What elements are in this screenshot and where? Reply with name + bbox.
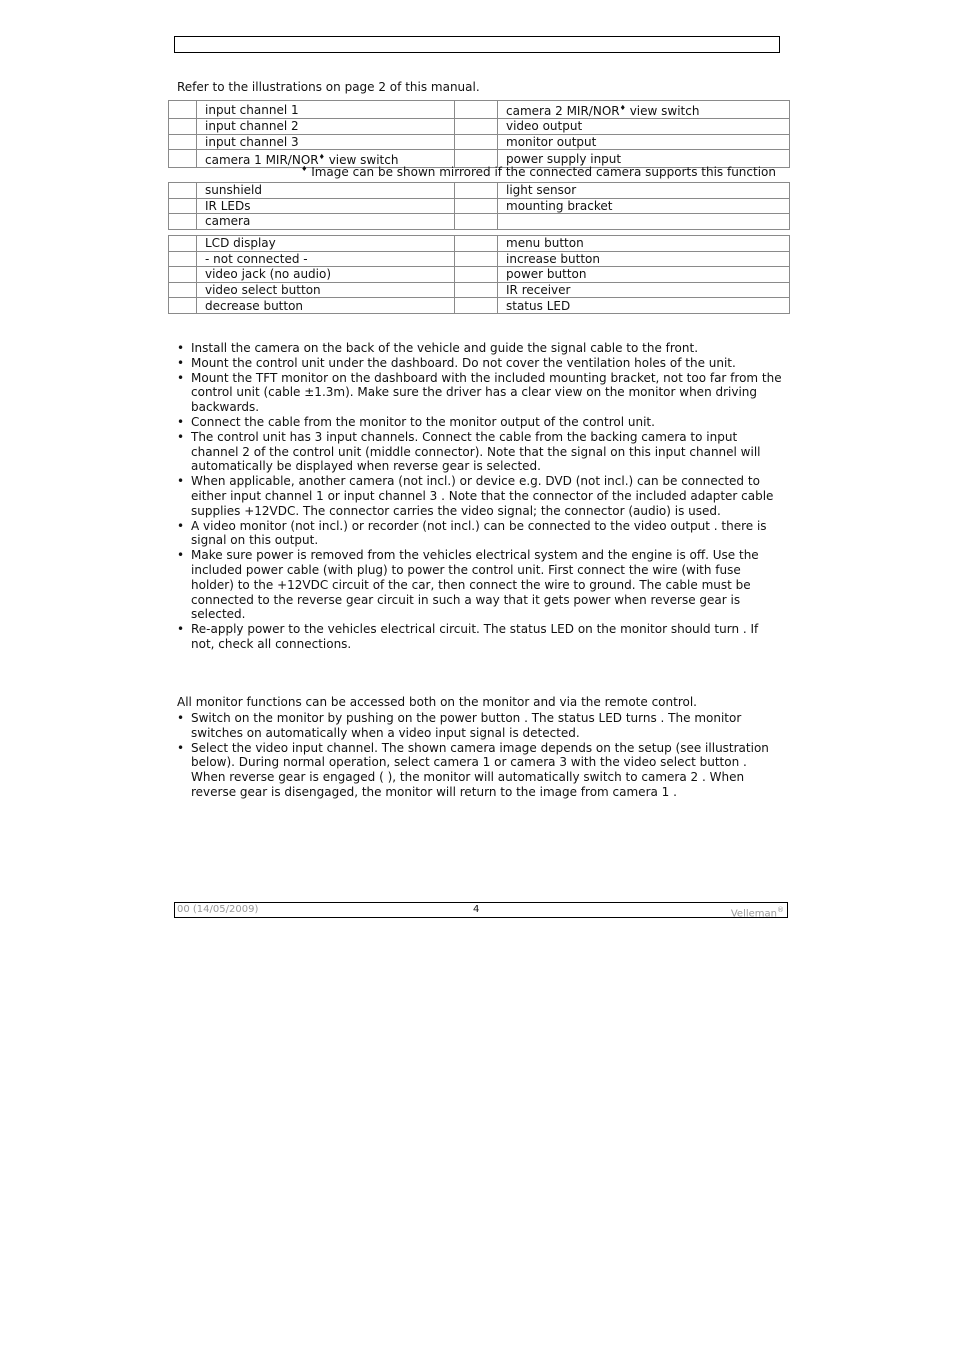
table-row (169, 267, 790, 283)
header-box (174, 36, 780, 53)
footer-version: 00 (14/05/2009) (177, 904, 259, 915)
part-label: increase button (498, 251, 790, 267)
part-label: menu button (498, 236, 790, 252)
list-item: • Switch on the monitor by pushing on the power button . The status LED turns . The monitor switches on automatically when a video input signal is detected. (177, 711, 782, 741)
part-label: decrease button (197, 298, 455, 314)
table-row (169, 134, 790, 150)
table-row (169, 101, 790, 119)
monitor-parts-table (168, 235, 790, 314)
list-item: • Mount the control unit under the dashboard. Do not cover the ventilation holes of the unit. (177, 356, 782, 371)
intro-text: Refer to the illustrations on page 2 of this manual. (177, 80, 480, 94)
usage-intro-text: All monitor functions can be accessed both on the monitor and via the remote control. (177, 695, 697, 709)
part-label: - not connected - (197, 251, 455, 267)
part-label: camera (197, 214, 455, 230)
page-number: 4 (473, 904, 480, 915)
part-label: mounting bracket (498, 198, 790, 214)
part-label: input channel 3 (197, 134, 455, 150)
list-item: • A video monitor (not incl.) or recorder (not incl.) can be connected to the video output . there is signal on this output. (177, 519, 782, 549)
control-unit-parts-table (168, 100, 790, 168)
part-label: input channel 1 (197, 101, 455, 119)
table-row (169, 236, 790, 252)
table-row (169, 198, 790, 214)
list-item: • Make sure power is removed from the vehicles electrical system and the engine is off. Use the included power cable (with plug) to power the control unit. First connect the wire (with fuse holder) to the +12VDC circuit of the car, then connect the wire to ground. The cable must be connected to the reverse gear circuit in such a way that it gets power when reverse gear is selected. (177, 548, 782, 622)
part-label: power button (498, 267, 790, 283)
part-label: video output (498, 119, 790, 135)
part-label (498, 214, 790, 230)
part-label: IR receiver (498, 282, 790, 298)
usage-list (177, 711, 782, 800)
list-item: • Connect the cable from the monitor to the monitor output of the control unit. (177, 415, 782, 430)
table-row (169, 298, 790, 314)
table-row (169, 119, 790, 135)
table-row (169, 214, 790, 230)
list-item: • Select the video input channel. The shown camera image depends on the setup (see illustration below). During normal operation, select camera 1 or camera 3 with the video select button . When reverse gear is engaged ( ), the monitor will automatically switch to camera 2 . When reverse gear is disengaged, the monitor will return to the image from camera 1 . (177, 741, 782, 800)
part-label: power supply input (498, 150, 790, 168)
part-label: light sensor (498, 183, 790, 199)
list-item: • Install the camera on the back of the vehicle and guide the signal cable to the front. (177, 341, 782, 356)
part-label: status LED (498, 298, 790, 314)
footer-brand: Velleman® (730, 906, 784, 920)
part-label: video jack (no audio) (197, 267, 455, 283)
part-label: sunshield (197, 183, 455, 199)
part-label: camera 1 MIR/NOR♦ view switch (197, 150, 455, 168)
part-label: video select button (197, 282, 455, 298)
part-label: IR LEDs (197, 198, 455, 214)
part-label: LCD display (197, 236, 455, 252)
list-item: • Mount the TFT monitor on the dashboard with the included mounting bracket, not too far from the control unit (cable ±1.3m). Make sure the driver has a clear view on the monitor when driving backwards. (177, 371, 782, 415)
footnote: ♦ Image can be shown mirrored if the connected camera supports this function (301, 165, 776, 179)
footer (174, 902, 788, 918)
table-row (169, 282, 790, 298)
camera-parts-table (168, 182, 790, 230)
list-item: • Re-apply power to the vehicles electrical circuit. The status LED on the monitor should turn . If not, check all connections. (177, 622, 782, 652)
part-label: monitor output (498, 134, 790, 150)
table-row (169, 251, 790, 267)
part-label: camera 2 MIR/NOR♦ view switch (498, 101, 790, 119)
list-item: • The control unit has 3 input channels. Connect the cable from the backing camera to input channel 2 of the control unit (middle connector). Note that the signal on this input channel will automatically be displayed when reverse gear is selected. (177, 430, 782, 474)
installation-list (177, 341, 782, 652)
list-item: • When applicable, another camera (not incl.) or device e.g. DVD (not incl.) can be connected to either input channel 1 or input channel 3 . Note that the connector of the included adapter cable supplies +12VDC. The connector carries the video signal; the connector (audio) is used. (177, 474, 782, 518)
part-label: input channel 2 (197, 119, 455, 135)
table-row (169, 183, 790, 199)
